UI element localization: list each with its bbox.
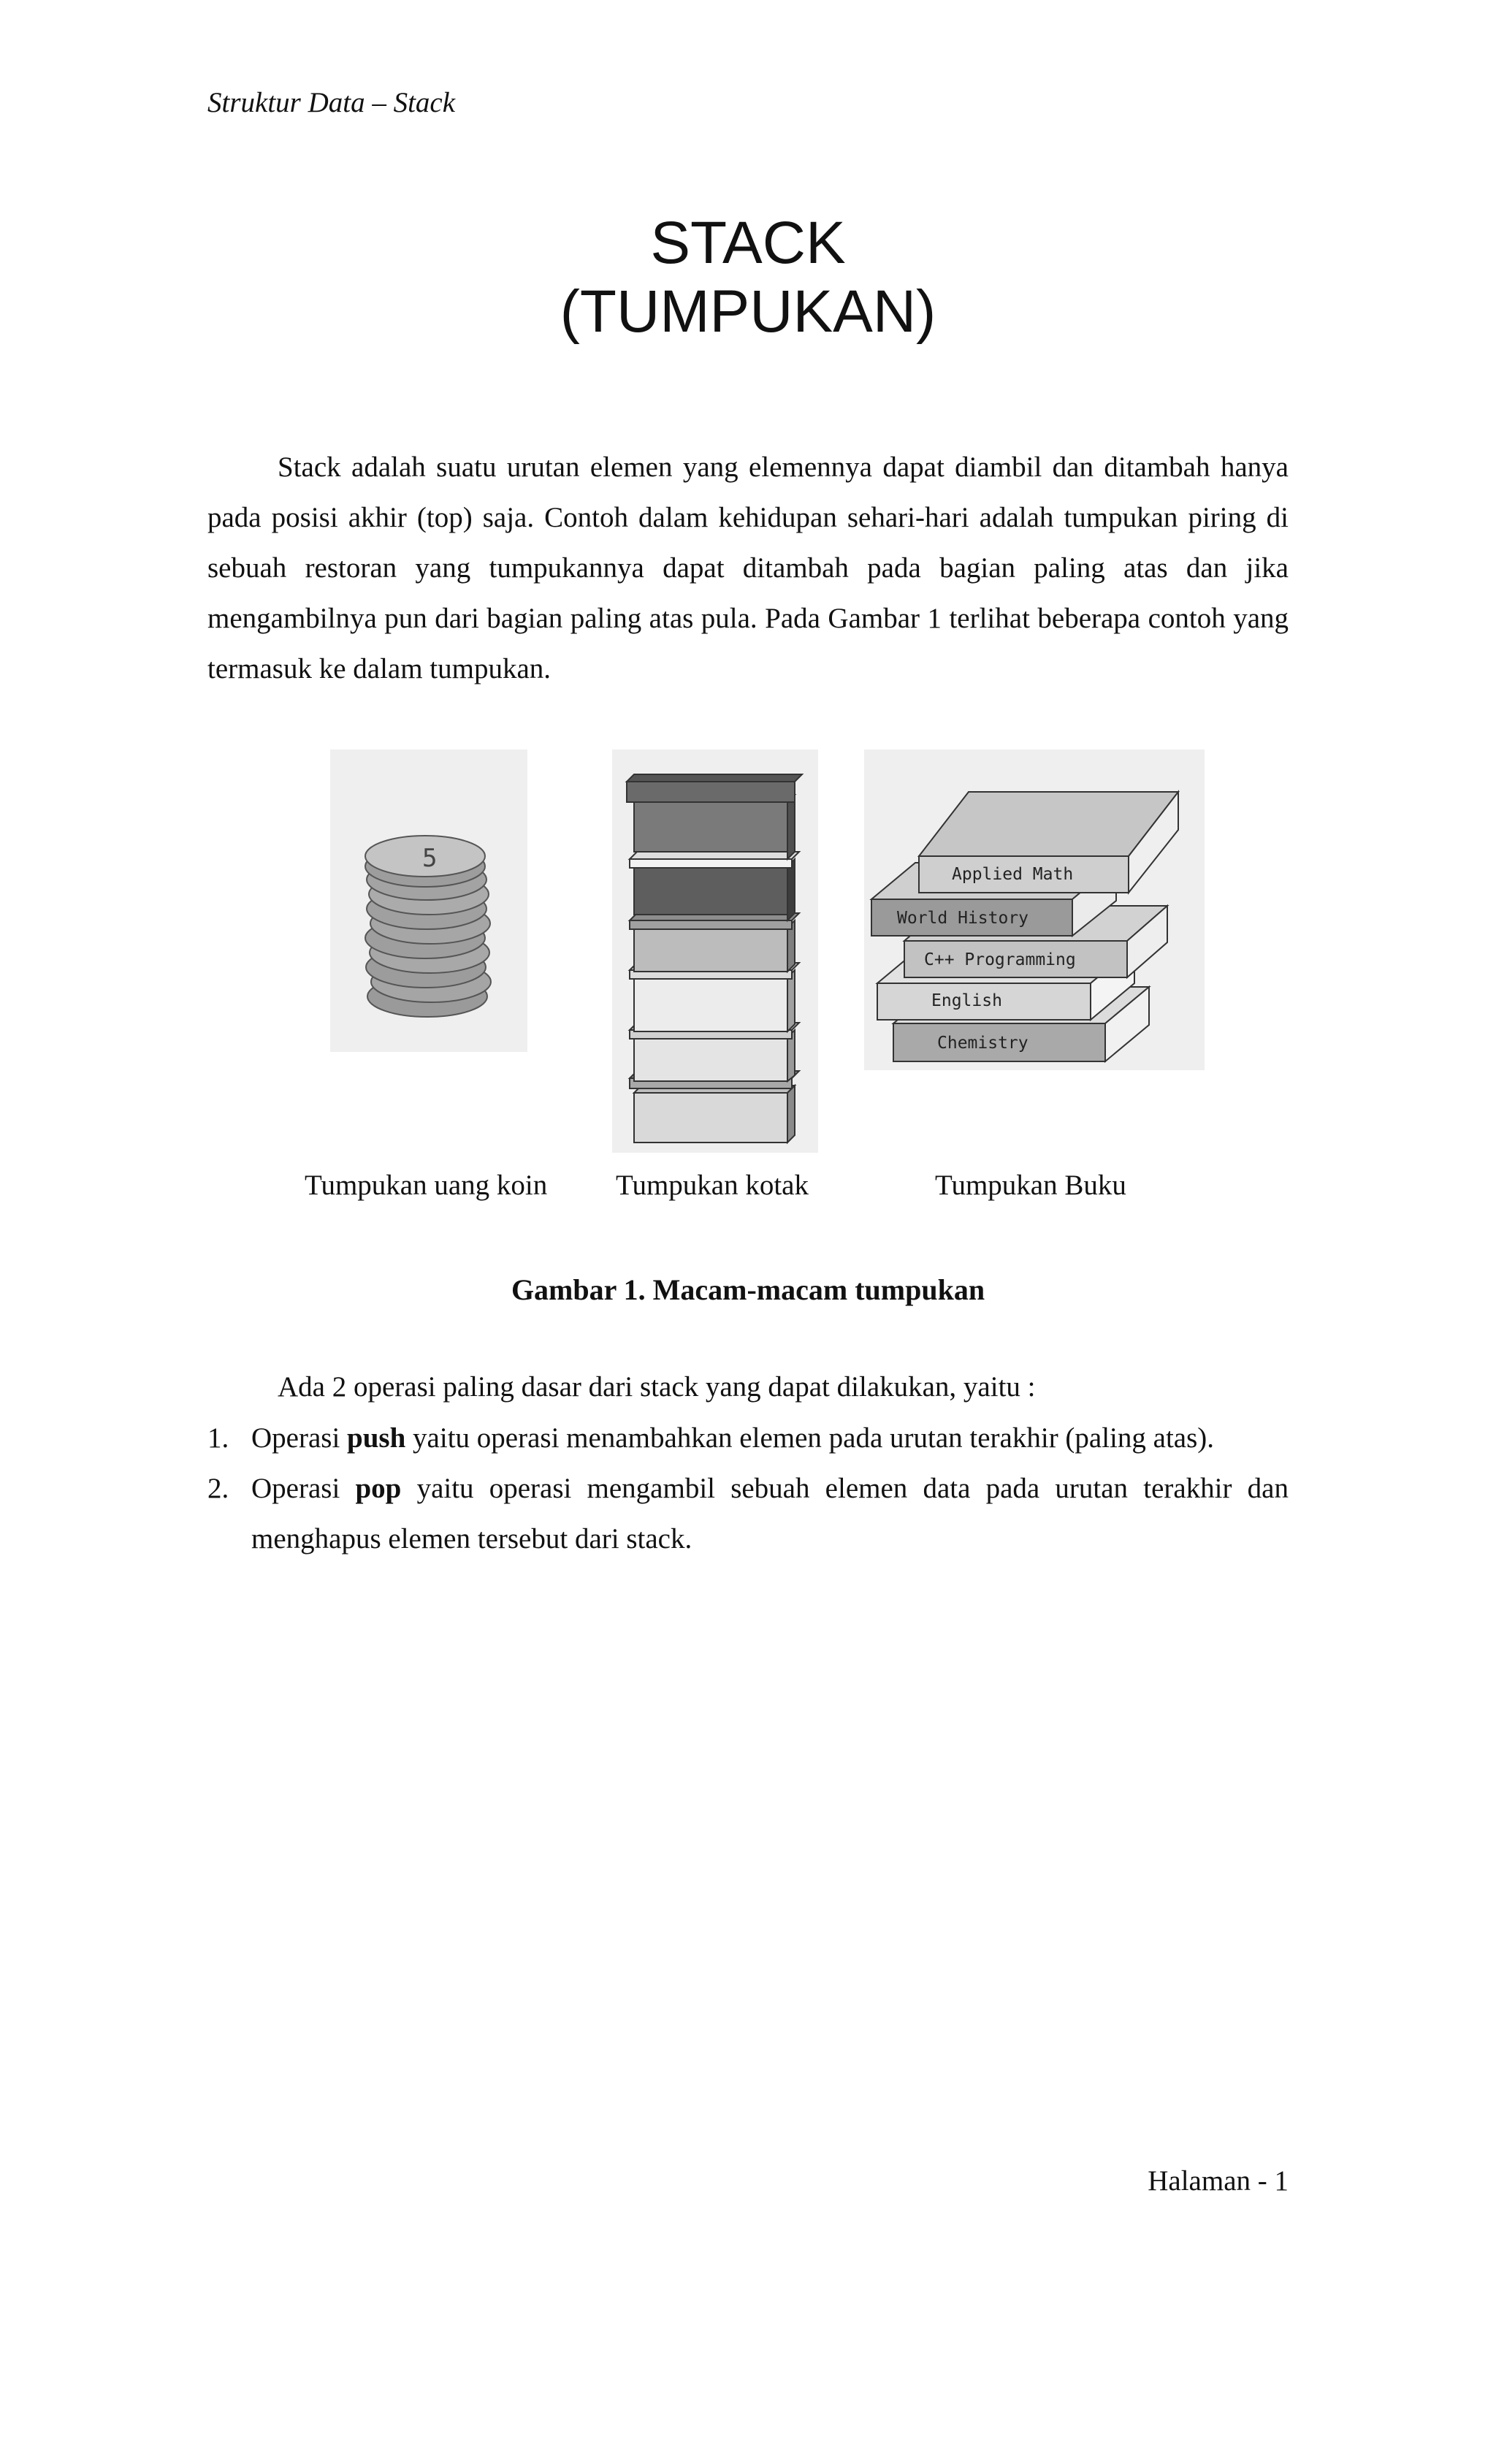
list-number: 1. bbox=[207, 1422, 229, 1454]
page-number: Halaman - 1 bbox=[1148, 2165, 1289, 2197]
operations-intro: Ada 2 operasi paling dasar dari stack yang dapat dilakukan, yaitu : bbox=[278, 1371, 1036, 1403]
list-item bbox=[207, 1463, 1289, 1564]
page-title-line-2: (TUMPUKAN) bbox=[560, 278, 936, 345]
book-title-cpp-programming: C++ Programming bbox=[924, 950, 1076, 969]
list-number: 2. bbox=[207, 1473, 229, 1504]
list-text-pre: Operasi bbox=[251, 1473, 356, 1504]
book-title-world-history: World History bbox=[897, 909, 1029, 928]
caption-coin-stack: Tumpukan uang koin bbox=[305, 1170, 548, 1201]
list-item bbox=[207, 1413, 1289, 1463]
caption-box-stack: Tumpukan kotak bbox=[616, 1170, 809, 1201]
term-push: push bbox=[347, 1422, 406, 1454]
list-text-pre: Operasi bbox=[251, 1422, 348, 1454]
coin-stack-illustration bbox=[330, 750, 527, 1052]
intro-paragraph: Stack adalah suatu urutan elemen yang elemennya dapat diambil dan ditambah hanya pada posisi akhir (top) saja. Contoh dalam kehidupan sehari-hari adalah tumpukan piring di sebuah restoran yang tumpukannya dapat ditambah pada bagian paling atas dan jika mengambilnya pun dari bagian paling atas pula. Pada Gambar 1 terlihat beberapa contoh yang termasuk ke dalam tumpukan. bbox=[207, 451, 1289, 684]
page-title-line-1: STACK bbox=[650, 210, 846, 276]
book-stack-illustration bbox=[864, 750, 1205, 1070]
list-text-post: yaitu operasi menambahkan elemen pada urutan terakhir (paling atas). bbox=[405, 1422, 1215, 1454]
book-title-chemistry: Chemistry bbox=[937, 1034, 1028, 1053]
list-text-post: yaitu operasi mengambil sebuah elemen data pada urutan terakhir dan menghapus elemen tersebut dari stack. bbox=[251, 1473, 1289, 1555]
caption-book-stack: Tumpukan Buku bbox=[935, 1170, 1126, 1201]
book-title-english: English bbox=[931, 991, 1002, 1010]
running-header: Struktur Data – Stack bbox=[207, 87, 456, 118]
operations-list bbox=[207, 1413, 1289, 1564]
term-pop: pop bbox=[355, 1473, 402, 1504]
figure-caption: Gambar 1. Macam-macam tumpukan bbox=[511, 1273, 985, 1306]
box-stack-illustration bbox=[612, 750, 818, 1153]
book-title-applied-math: Applied Math bbox=[952, 865, 1074, 884]
coin-label: 5 bbox=[422, 844, 438, 873]
